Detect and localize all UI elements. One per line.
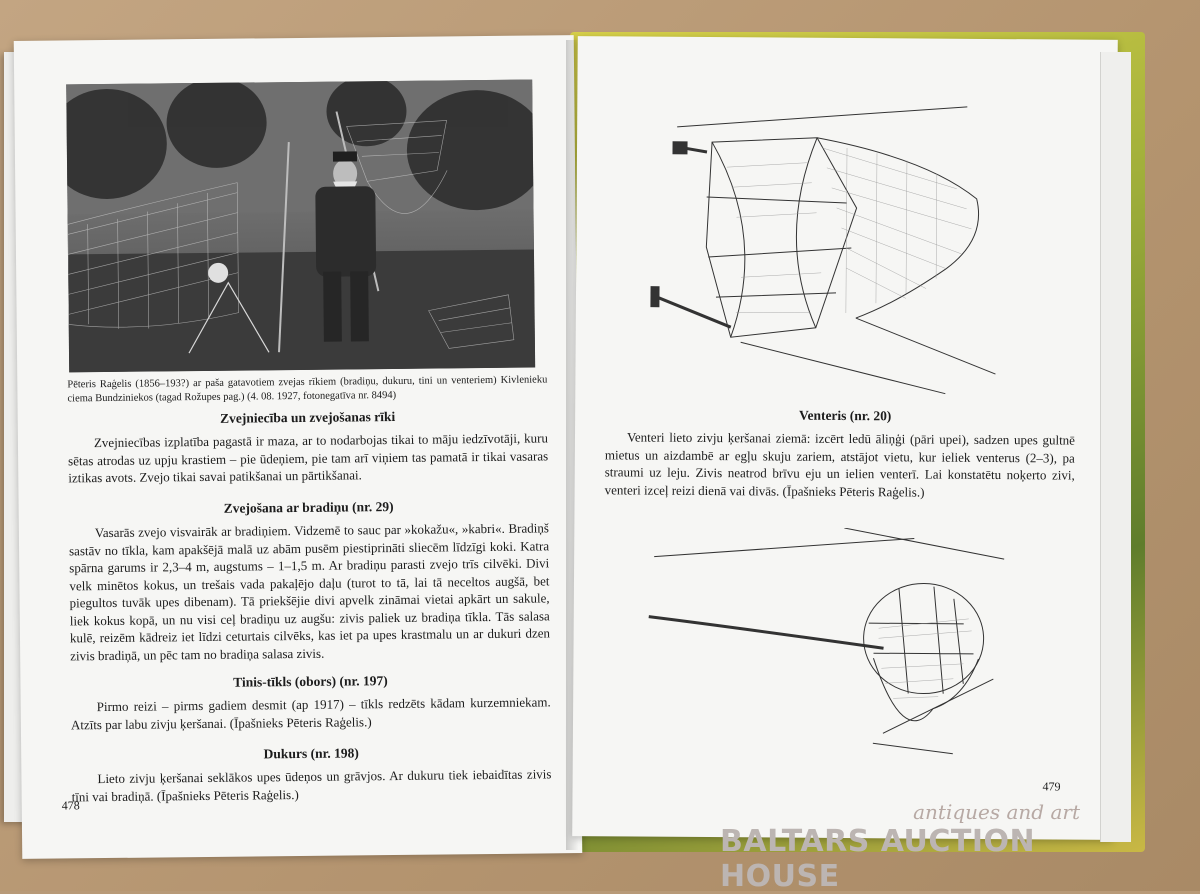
dukurs-drawing [633, 527, 1015, 760]
right-page [572, 36, 1118, 840]
section-heading-fishery: Zvejniecība un zvejošanas rīki [220, 408, 396, 426]
section-heading-tinis: Tinis-tīkls (obors) (nr. 197) [233, 673, 388, 690]
venteris-drawing [645, 87, 1007, 400]
archival-photo [66, 80, 535, 373]
paragraph-venteris: Venteri lieto zivju ķeršanai ziemā: izcērt ledū āliņģi (pāri upei), sadzen upes gultnē mietus un aizdambē ar egļu skuju zariem, atstājot vietu, kur ieliek venterus (2–3), pa straumi uz leju. Zivis neatrod brīvu eju un ielien venterī. Lai konstatētu noķerto zivi, venteri izceļ reizi dienā vai divās. (Īpašnieks Pēteris Raģelis.) [604, 429, 1076, 500]
page-number-left: 478 [61, 798, 80, 813]
section-heading-venteris: Venteris (nr. 20) [798, 407, 892, 424]
photo-caption: Pēteris Raģelis (1856–193?) ar paša gatavotiem zvejas rīkiem (bradiņu, dukuru, tini un venteriem) Kivlenieku ciema Bundziniekos (tagad Rožupes pag.) (4. 08. 1927, fotonegatīva nr. 8494) [67, 374, 548, 405]
watermark-tagline: antiques and art [913, 800, 1080, 824]
watermark-brand: BALTARS AUCTION HOUSE [720, 824, 1036, 894]
left-page [14, 35, 583, 859]
paragraph-fishery: Zvejniecības izplatība pagastā ir maza, ar to nodarbojas tikai to māju iedzīvotāji, kuru sētas atrodas uz upju krastiem – pie ūdeņiem, pie tam arī viņiem tas pamatā ir tikai vasaras iztikas avots. Zvejo tikai savai patikšanai un pārtikšanai. [68, 430, 549, 486]
section-heading-bradins: Zvejošana ar bradiņu (nr. 29) [223, 499, 394, 516]
paragraph-bradins: Vasarās zvejo visvairāk ar bradiņiem. Vidzemē to sauc par »kokažu«, »kabri«. Bradiņš sastāv no tīkla, kam apakšējā malā uz abām pusēm piestiprināti sliecēm līdzīgi koki. Katra spārna garums ir 2,3–4 m, augstums – 1–1,5 m. Ar bradiņu parasti zvejo trīs cilvēki. Divi velk minētos kokus, un trešais vada pakaļējo daļu (turot to tā, lai tā neceltos augšā, bet piegultos tuvāk upes dibenam). Tā priekšējie divi apvelk zināmai vietai apkārt un sakule, liek kokus kopā, un nu visi ceļ bradiņu uz augšu: zivis paliek uz bradiņa tīkla. Tās salasa kulē, reizēm kādreiz iet līdzi ceturtais cilvēks, kas iet pa upes krastmalu un ar dukuri dzen zivis bradiņā, un pēc tam no bradiņa salasa zivis. [68, 520, 551, 663]
page-edge-right [1100, 52, 1131, 842]
paragraph-dukurs: Lieto zivju ķeršanai seklākos upes ūdeņos un grāvjos. Ar dukuru tiek iebaidītas zivis tīni vai bradiņā. (Īpašnieks Pēteris Raģelis.) [71, 766, 552, 804]
section-heading-dukurs: Dukurs (nr. 198) [263, 745, 359, 762]
paragraph-tinis: Pirmo reizi – pirms gadiem desmit (ap 1917) – tīkls redzēts kādam kurzemniekam. Atzīts par labu zivju ķeršanai. (Īpašnieks Pēteris Raģelis.) [70, 694, 551, 732]
page-number-right: 479 [1042, 779, 1061, 794]
auction-watermark [720, 800, 1120, 894]
